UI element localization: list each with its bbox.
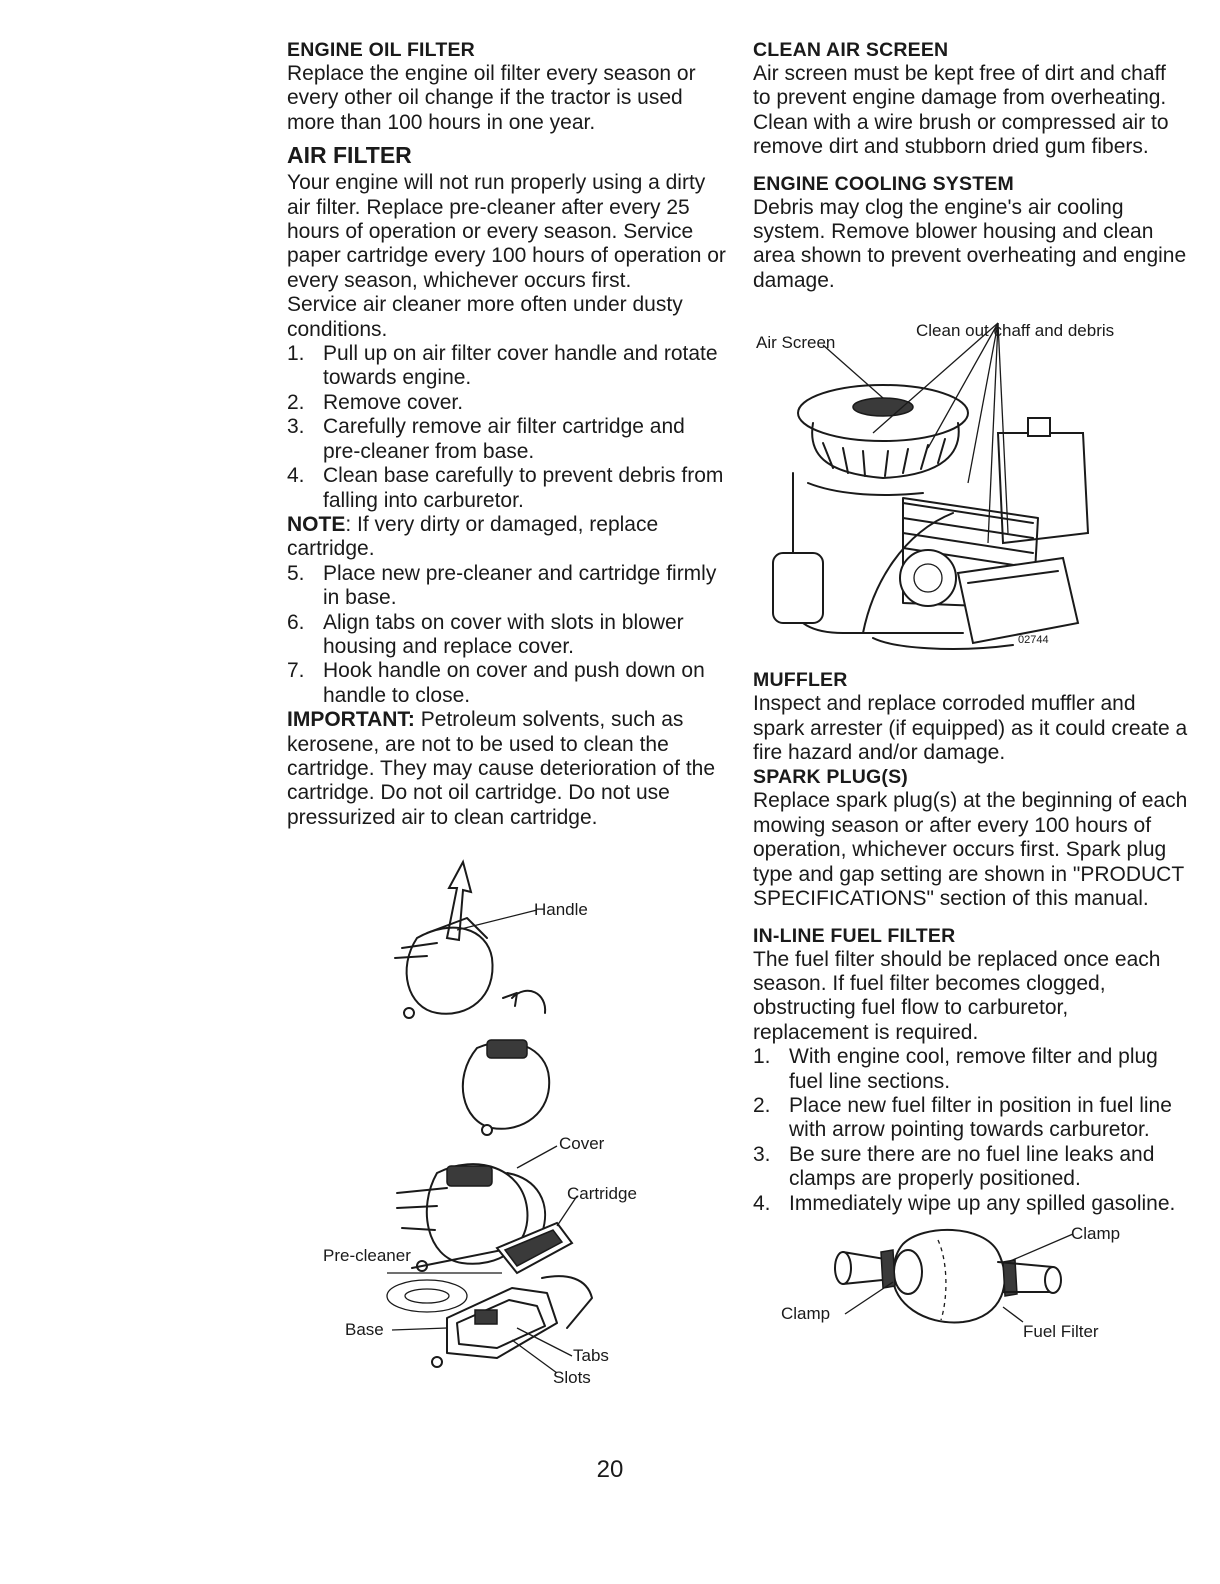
air-filter-intro: Your engine will not run properly using a dirty air filter. Replace pre-cleaner after every 25 hours of operation or every season. Service paper cartridge every 100 hours of operation or every season, whichever occurs first.: [287, 171, 726, 292]
clean-air-screen-text: Air screen must be kept free of dirt and chaff to prevent engine damage from overheating. Clean with a wire brush or compressed air to remove dirt and stubborn dried gum fibers.: [753, 62, 1169, 159]
engine-cooling-heading: ENGINE COOLING SYSTEM: [753, 172, 1014, 195]
air-filter-important: [287, 708, 727, 830]
top-cover-icon: [407, 928, 493, 1014]
base-icon: [447, 1288, 557, 1358]
note-label: NOTE: [287, 512, 346, 536]
page-number: 20: [596, 1456, 624, 1483]
list-item: 4. Clean base carefully to prevent debris from falling into carburetor.: [287, 464, 724, 512]
precleaner-label: Pre-cleaner: [323, 1246, 411, 1266]
muffler-heading: MUFFLER: [753, 669, 848, 692]
cover-label: Cover: [559, 1134, 605, 1154]
engine-figure: [753, 303, 1188, 668]
list-item: 3. Carefully remove air filter cartridge and pre-cleaner from base.: [287, 415, 685, 463]
fuel-filter-steps: [753, 1045, 1188, 1216]
engine-drawing: [753, 303, 1188, 668]
note-text: : If very dirty or damaged, replace cartridge.: [287, 512, 659, 561]
right-column: [753, 38, 1188, 1342]
list-item: 6. Align tabs on cover with slots in blower housing and replace cover.: [287, 610, 684, 658]
left-column: [287, 38, 727, 1398]
clamp-left-label: Clamp: [781, 1303, 831, 1323]
fuel-filter-text: The fuel filter should be replaced once each season. If fuel filter becomes clogged, obstructing fuel flow to carburetor, replacement is required.: [753, 947, 1161, 1044]
tabs-label: Tabs: [573, 1346, 609, 1366]
spark-plugs-text: Replace spark plug(s) at the beginning of each mowing season or after every 100 hours of operation, whichever occurs first. Spark plug type and gap setting are shown in "PRODUCT SPECIFICATIONS" section of this manual.: [753, 789, 1188, 911]
air-filter-steps-b: [287, 562, 727, 708]
cartridge-label: Cartridge: [567, 1184, 637, 1204]
carburetor-icon: [900, 550, 956, 606]
slots-label: Slots: [553, 1368, 591, 1388]
air-filter-intro2: Service air cleaner more often under dusty conditions.: [287, 293, 683, 341]
list-item: 3. Be sure there are no fuel line leaks and clamps are properly positioned.: [753, 1142, 1155, 1191]
starter-icon: [773, 553, 823, 623]
clamp-top-label: Clamp: [1071, 1223, 1121, 1243]
list-item: 1. With engine cool, remove filter and plug fuel line sections.: [753, 1045, 1158, 1093]
air-screen-label: Air Screen: [756, 333, 836, 353]
clamp-right-icon: [1003, 1260, 1017, 1296]
list-item: 1. Pull up on air filter cover handle and rotate towards engine.: [287, 342, 718, 390]
air-filter-drawing: [287, 848, 727, 1398]
muffler-text: Inspect and replace corroded muffler and spark arrester (if equipped) as it could create a fire hazard and/or damage.: [753, 692, 1188, 765]
engine-oil-filter-text: Replace the engine oil filter every season or every other oil change if the tractor is used more than 100 hours in one year.: [287, 62, 696, 134]
air-filter-heading: AIR FILTER: [287, 142, 412, 169]
list-item: 2. Place new fuel filter in position in fuel line with arrow pointing towards carburetor.: [753, 1093, 1172, 1142]
engine-figure-code: 02744: [1018, 634, 1049, 647]
engine-cooling-text: Debris may clog the engine's air cooling system. Remove blower housing and clean area shown to prevent overheating and engine damage.: [753, 195, 1187, 292]
fuel-filter-figure: [753, 1222, 1188, 1342]
air-filter-figure: [287, 848, 727, 1398]
fuel-tank-icon: [998, 433, 1088, 543]
list-item: 4. Immediately wipe up any spilled gasoline.: [753, 1191, 1176, 1215]
important-text: Petroleum solvents, such as kerosene, are not to be used to clean the cartridge. They may cause deterioration of the cartridge. Do not oil cartridge. Do not use pressurized air to clean cartridge.: [287, 708, 716, 829]
fuel-filter-label: Fuel Filter: [1023, 1321, 1099, 1341]
clean-out-label: Clean out chaff and debris: [916, 321, 1115, 341]
air-filter-note: [287, 513, 727, 562]
spark-plugs-heading: SPARK PLUG(S): [753, 766, 908, 789]
air-filter-steps-a: [287, 342, 727, 513]
list-item: 5. Place new pre-cleaner and cartridge firmly in base.: [287, 561, 717, 610]
engine-oil-filter-heading: ENGINE OIL FILTER: [287, 39, 475, 61]
list-item: 7. Hook handle on cover and push down on handle to close.: [287, 659, 705, 707]
handle-label: Handle: [534, 900, 588, 920]
base-label: Base: [345, 1320, 384, 1340]
list-item: 2. Remove cover.: [287, 390, 464, 414]
important-label: IMPORTANT:: [287, 708, 415, 732]
clean-air-screen-heading: CLEAN AIR SCREEN: [753, 39, 949, 61]
fuel-filter-heading: IN-LINE FUEL FILTER: [753, 924, 956, 947]
